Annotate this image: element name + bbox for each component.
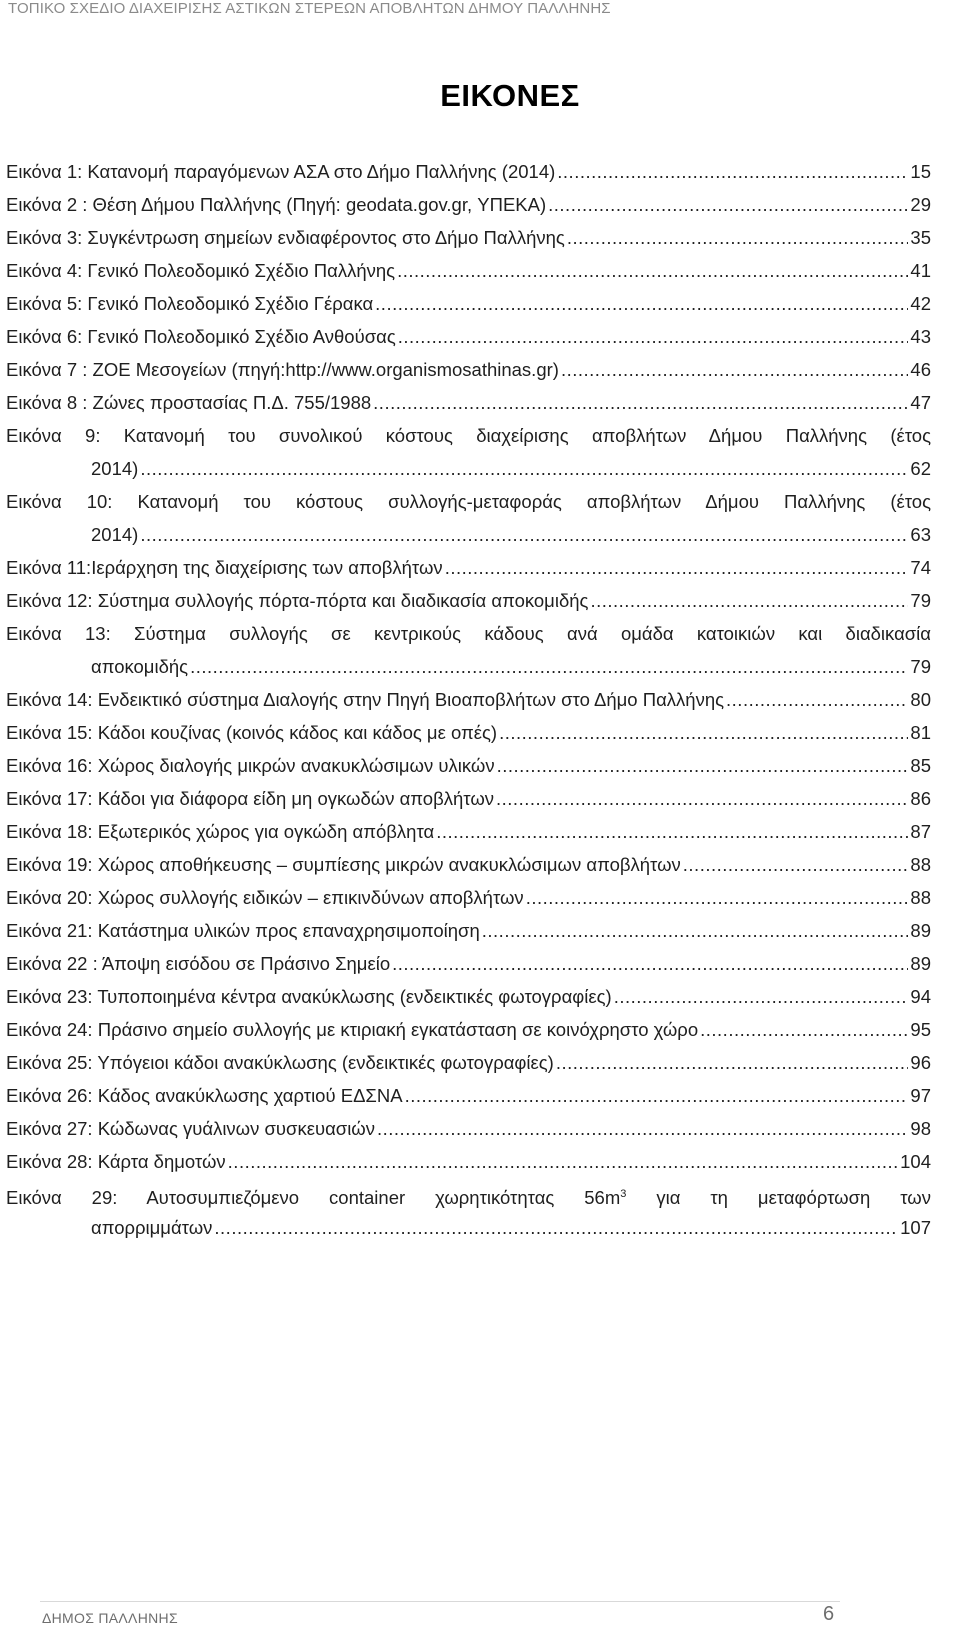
toc-entry-text-line [6,1178,931,1211]
dot-leader [526,881,909,914]
toc-entry-text: Εικόνα 4: Γενικό Πολεοδομικό Σχέδιο Παλλήνης [6,260,396,281]
toc-entry-5[interactable] [6,287,931,320]
toc-entry-text: Εικόνα 29: Αυτοσυμπιεζόμενο container χωρητικότητας 56m [6,1187,621,1209]
toc-entry-page: 46 [910,359,931,380]
dot-leader [377,1112,908,1145]
toc-entry-page: 89 [910,920,931,941]
toc-entry-25[interactable] [6,1046,931,1079]
toc-entry-text: Εικόνα 27: Κώδωνας γυάλινων συσκευασιών [6,1118,375,1139]
dot-leader [497,749,909,782]
footer-page-number: 6 [823,1603,835,1625]
toc-entry-1[interactable] [6,155,931,188]
toc-entry-text: Εικόνα 23: Τυποποιημένα κέντρα ανακύκλωσης (ενδεικτικές φωτογραφίες) [6,986,612,1007]
dot-leader [496,782,908,815]
toc-entry-27[interactable] [6,1112,931,1145]
toc-entry-page: 42 [910,293,931,314]
dot-leader [398,320,909,353]
toc-entry-page: 85 [910,755,931,776]
toc-entry-page: 104 [900,1151,931,1172]
toc-entry-text-continued: αποκομιδής [91,656,189,677]
toc-entry-text: Εικόνα 22 : Άποψη εισόδου σε Πράσινο Σημείο [6,953,391,974]
dot-leader [214,1211,898,1244]
toc-entry-18[interactable] [6,815,931,848]
toc-entry-page: 97 [910,1085,931,1106]
toc-entry-text: Εικόνα 3: Συγκέντρωση σημείων ενδιαφέροντος στο Δήμο Παλλήνης [6,227,565,248]
toc-entry-text: Εικόνα 10: Κατανομή του κόστους συλλογής-μεταφοράς αποβλήτων Δήμου Παλλήνης (έτος [6,491,931,512]
toc-entry-page: 74 [910,557,931,578]
toc-entry-24[interactable] [6,1013,931,1046]
toc-entry-text: Εικόνα 15: Κάδοι κουζίνας (κοινός κάδος και κάδος με οπές) [6,722,498,743]
toc-entry-12[interactable] [6,584,931,617]
dot-leader [392,947,908,980]
toc-entry-text: Εικόνα 1: Κατανομή παραγόμενων ΑΣΑ στο Δήμο Παλλήνης (2014) [6,161,556,182]
toc-entry-text-continued: 2014) [91,458,139,479]
toc-entry-page: 15 [910,161,931,182]
list-of-figures [6,155,931,1244]
toc-entry-text: Εικόνα 7 : ΖΟΕ Μεσογείων (πηγή:http://www.organismosathinas.gr) [6,359,559,380]
dot-leader [397,254,908,287]
toc-entry-15[interactable] [6,716,931,749]
toc-entry-9[interactable] [6,419,931,485]
dot-leader [482,914,909,947]
toc-entry-4[interactable] [6,254,931,287]
dot-leader [548,188,908,221]
dot-leader [375,287,908,320]
toc-entry-17[interactable] [6,782,931,815]
toc-entry-text: Εικόνα 28: Κάρτα δημοτών [6,1151,226,1172]
dot-leader [499,716,908,749]
dot-leader [140,518,908,551]
toc-entry-text: Εικόνα 20: Χώρος συλλογής ειδικών – επικινδύνων αποβλήτων [6,887,524,908]
toc-entry-2[interactable] [6,188,931,221]
toc-entry-page: 89 [910,953,931,974]
toc-entry-text-continued: απορριμμάτων [91,1217,213,1238]
dot-leader [228,1145,898,1178]
dot-leader [567,221,909,254]
toc-entry-text: Εικόνα 12: Σύστημα συλλογής πόρτα-πόρτα και διαδικασία αποκομιδής [6,590,589,611]
toc-entry-20[interactable] [6,881,931,914]
running-header: ΤΟΠΙΚΟ ΣΧΕΔΙΟ ΔΙΑΧΕΙΡΙΣΗΣ ΑΣΤΙΚΩΝ ΣΤΕΡΕΩΝ ΑΠΟΒΛΗΤΩΝ ΔΗΜΟΥ ΠΑΛΛΗΝΗΣ [8,0,611,17]
dot-leader [590,584,908,617]
toc-entry-text: Εικόνα 24: Πράσινο σημείο συλλογής με κτιριακή εγκατάσταση σε κοινόχρηστο χώρο [6,1019,699,1040]
toc-entry-page: 43 [910,326,931,347]
toc-entry-page: 47 [910,392,931,413]
toc-entry-8[interactable] [6,386,931,419]
toc-entry-29[interactable] [6,1178,931,1244]
toc-entry-text: Εικόνα 5: Γενικό Πολεοδομικό Σχέδιο Γέρακα [6,293,374,314]
toc-entry-page: 88 [910,887,931,908]
dot-leader [140,452,908,485]
toc-entry-28[interactable] [6,1145,931,1178]
toc-entry-text: Εικόνα 9: Κατανομή του συνολικού κόστους διαχείρισης αποβλήτων Δήμου Παλλήνης (έτος [6,425,931,446]
toc-entry-text: Εικόνα 6: Γενικό Πολεοδομικό Σχέδιο Ανθούσας [6,326,396,347]
dot-leader [556,1046,909,1079]
dot-leader [561,353,908,386]
dot-leader [436,815,908,848]
dot-leader [700,1013,908,1046]
toc-entry-10[interactable] [6,485,931,551]
toc-entry-page: 63 [910,524,931,545]
toc-entry-page: 79 [910,656,931,677]
toc-entry-page: 95 [910,1019,931,1040]
dot-leader [190,650,908,683]
toc-entry-page: 80 [910,689,931,710]
dot-leader [614,980,909,1013]
toc-entry-page: 94 [910,986,931,1007]
footer-divider [40,1601,840,1602]
dot-leader [683,848,909,881]
dot-leader [726,683,908,716]
page-title: ΕΙΚΟΝΕΣ [440,78,580,113]
dot-leader [373,386,908,419]
toc-entry-page: 96 [910,1052,931,1073]
toc-entry-page: 107 [900,1217,931,1238]
toc-entry-page: 81 [910,722,931,743]
toc-entry-14[interactable] [6,683,931,716]
toc-entry-text-after: για τη μεταφόρτωση των [626,1187,931,1209]
toc-entry-22[interactable] [6,947,931,980]
toc-entry-text: Εικόνα 25: Υπόγειοι κάδοι ανακύκλωσης (ενδεικτικές φωτογραφίες) [6,1052,554,1073]
toc-entry-text: Εικόνα 2 : Θέση Δήμου Παλλήνης (Πηγή: geodata.gov.gr, ΥΠΕΚΑ) [6,194,547,215]
toc-entry-23[interactable] [6,980,931,1013]
toc-entry-page: 98 [910,1118,931,1139]
toc-entry-11[interactable] [6,551,931,584]
toc-entry-text: Εικόνα 13: Σύστημα συλλογής σε κεντρικούς κάδους ανά ομάδα κατοικιών και διαδικασία [6,623,931,644]
toc-entry-21[interactable] [6,914,931,947]
dot-leader [405,1079,909,1112]
toc-entry-26[interactable] [6,1079,931,1112]
toc-entry-page: 88 [910,854,931,875]
toc-entry-page: 62 [910,458,931,479]
toc-entry-16[interactable] [6,749,931,782]
toc-entry-7[interactable] [6,353,931,386]
toc-entry-text: Εικόνα 16: Χώρος διαλογής μικρών ανακυκλώσιμων υλικών [6,755,495,776]
dot-leader [557,155,908,188]
toc-entry-page: 41 [910,260,931,281]
toc-entry-text: Εικόνα 8 : Ζώνες προστασίας Π.Δ. 755/1988 [6,392,372,413]
toc-entry-page: 79 [910,590,931,611]
toc-entry-page: 35 [910,227,931,248]
toc-entry-3[interactable] [6,221,931,254]
toc-entry-13[interactable] [6,617,931,683]
toc-entry-text: Εικόνα 14: Ενδεικτικό σύστημα Διαλογής στην Πηγή Βιοαποβλήτων στο Δήμο Παλλήνης [6,689,725,710]
dot-leader [445,551,909,584]
toc-entry-text: Εικόνα 18: Εξωτερικός χώρος για ογκώδη απόβλητα [6,821,435,842]
toc-entry-text-continued: 2014) [91,524,139,545]
toc-entry-page: 87 [910,821,931,842]
toc-entry-text: Εικόνα 19: Χώρος αποθήκευσης – συμπίεσης μικρών ανακυκλώσιμων αποβλήτων [6,854,681,875]
toc-entry-page: 86 [910,788,931,809]
toc-entry-text: Εικόνα 11:Ιεράρχηση της διαχείρισης των αποβλήτων [6,557,443,578]
toc-entry-19[interactable] [6,848,931,881]
toc-entry-text: Εικόνα 21: Κατάστημα υλικών προς επαναχρησιμοποίηση [6,920,480,941]
superscript: 3 [620,1188,627,1200]
toc-entry-page: 29 [910,194,931,215]
toc-entry-text: Εικόνα 26: Κάδος ανακύκλωσης χαρτιού ΕΔΣΝΑ [6,1085,403,1106]
toc-entry-text: Εικόνα 17: Κάδοι για διάφορα είδη μη ογκωδών αποβλήτων [6,788,495,809]
footer-municipality: ΔΗΜΟΣ ΠΑΛΛΗΝΗΣ [42,1610,178,1626]
toc-entry-6[interactable] [6,320,931,353]
